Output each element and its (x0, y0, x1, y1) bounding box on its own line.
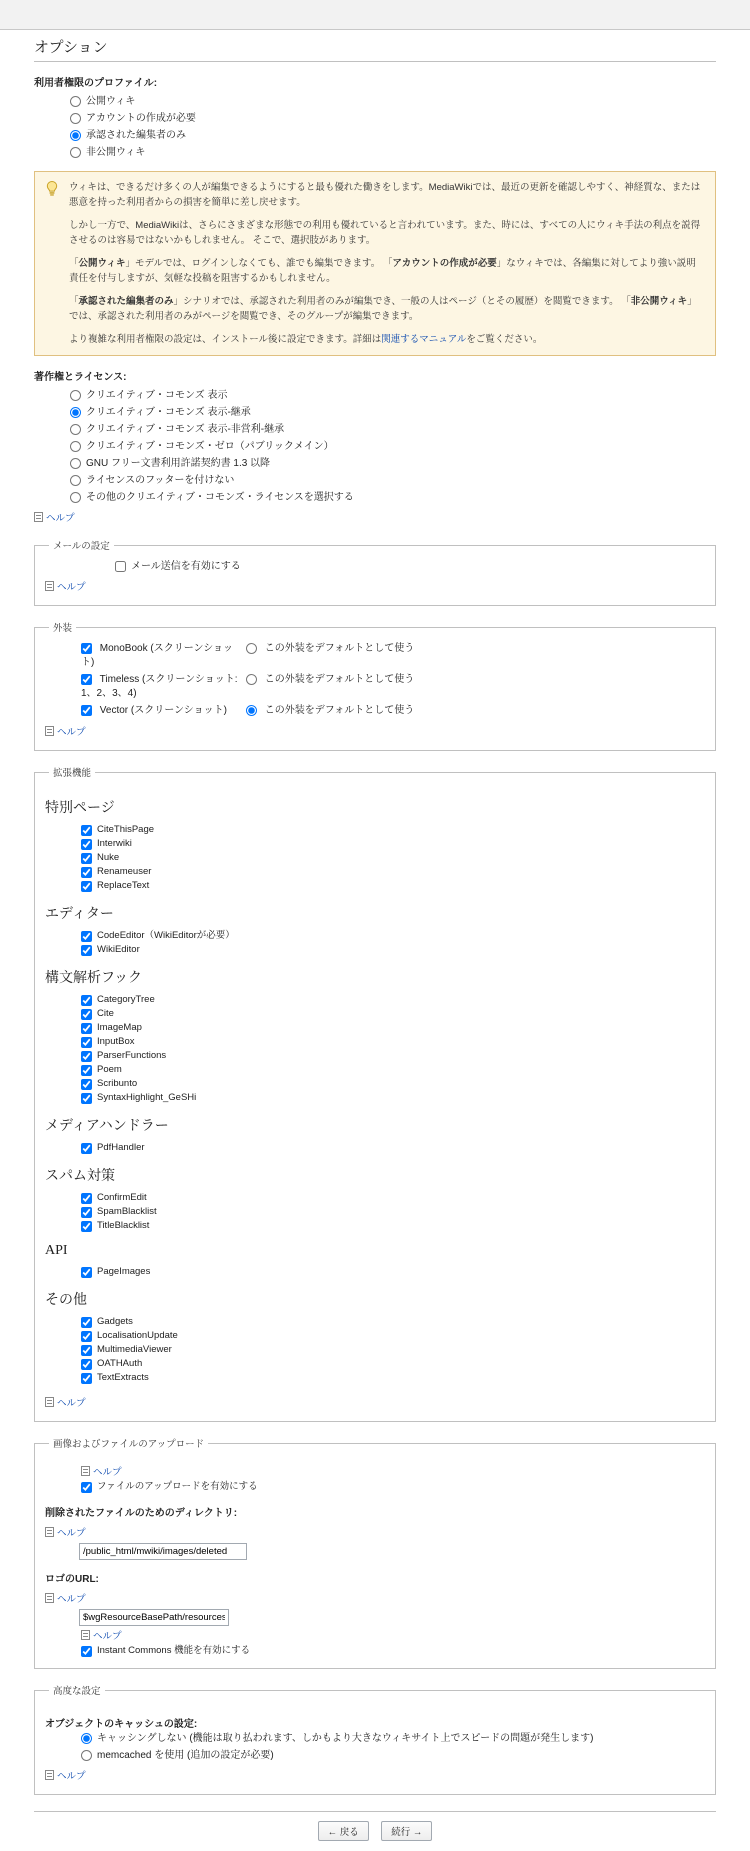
checkbox-ext-nuke[interactable] (81, 853, 92, 864)
ext-item-imagemap[interactable] (81, 1021, 705, 1035)
radio-default-skin-monobook[interactable] (246, 643, 257, 654)
ext-item-wikieditor[interactable] (81, 943, 705, 957)
checkbox-ext-parserfunctions[interactable] (81, 1051, 92, 1062)
ext-item-renameuser[interactable] (81, 865, 705, 879)
uploads-fieldset (34, 1436, 716, 1669)
logo-url-help-row[interactable] (45, 1591, 705, 1605)
radio-label-authorized-editors: 承認された編集者のみ (86, 130, 186, 141)
radio-label-cc-by-nc-sa: クリエイティブ・コモンズ 表示-非営利-継承 (86, 424, 285, 435)
info-notice (34, 171, 716, 356)
ext-label-wikieditor: WikiEditor (97, 944, 140, 955)
notice-paragraph-2: しかし一方で、MediaWikiは、さらにさまざまな形態での利用も優れていると言われています。また、時には、すべての人にウィキ手法の利点を説得させるのは容易ではないかもしれません。 そこで、選択肢があります。 (69, 220, 701, 246)
checkbox-skin-vector[interactable] (81, 705, 92, 716)
ext-label-spamblacklist: SpamBlacklist (97, 1206, 157, 1217)
ext-item-poem[interactable] (81, 1063, 705, 1077)
ext-item-scribunto[interactable] (81, 1077, 705, 1091)
ext-item-categorytree[interactable] (81, 993, 705, 1007)
radio-row-cc-by-nc-sa[interactable] (34, 423, 716, 436)
ext-item-replacetext[interactable] (81, 879, 705, 893)
notice-p3-bold-1: 公開ウィキ (78, 258, 126, 269)
manual-link[interactable]: 関連するマニュアル (381, 334, 467, 345)
ext-label-renameuser: Renameuser (97, 866, 152, 877)
checkbox-ext-scribunto[interactable] (81, 1079, 92, 1090)
ext-group-title-spam-prevention: スパム対策 (45, 1169, 115, 1184)
skins-help-row[interactable] (45, 724, 705, 738)
ext-label-scribunto: Scribunto (97, 1078, 138, 1089)
continue-button[interactable]: 続行 → (381, 1821, 432, 1841)
ext-item-parserfunctions[interactable] (81, 1049, 705, 1063)
ext-label-nuke: Nuke (97, 852, 120, 863)
checkbox-enable-email[interactable] (115, 561, 126, 572)
help-icon (45, 1593, 54, 1603)
back-button[interactable]: ← 戻る (318, 1821, 369, 1841)
logo-url-label: ロゴのURL: (45, 1574, 99, 1585)
ext-item-gadgets[interactable] (81, 1315, 705, 1329)
ext-label-pdfhandler: PdfHandler (97, 1142, 145, 1153)
ext-label-categorytree: CategoryTree (97, 994, 155, 1005)
ext-group-title-parser-hooks: 構文解析フック (45, 971, 143, 986)
notice-p4-bold-1: 承認された編集者のみ (78, 296, 174, 307)
radio-no-footer[interactable] (70, 475, 81, 486)
ext-group-title-special-pages: 特別ページ (45, 801, 115, 816)
radio-cc-zero[interactable] (70, 441, 81, 452)
radio-label-account-required: アカウントの作成が必要 (86, 113, 196, 124)
help-icon (45, 1770, 54, 1780)
radio-cc-by-nc-sa[interactable] (70, 424, 81, 435)
radio-row-no-footer[interactable] (34, 474, 716, 487)
instant-commons-help-link[interactable]: ヘルプ (93, 1631, 122, 1642)
uploads-help-row[interactable] (81, 1464, 705, 1478)
extensions-help-link[interactable]: ヘルプ (57, 1398, 86, 1409)
checkbox-ext-oathauth[interactable] (81, 1359, 92, 1370)
radio-label-cc-by-sa: クリエイティブ・コモンズ 表示-継承 (86, 407, 251, 418)
ext-item-textextracts[interactable] (81, 1371, 705, 1385)
radio-label-gfdl: GNU フリー文書利用許諾契約書 1.3 以降 (86, 458, 271, 469)
window-topbar (0, 0, 750, 30)
radio-default-skin-vector[interactable] (246, 705, 257, 716)
ext-label-multimediaviewer: MultimediaViewer (97, 1344, 172, 1355)
ext-label-pageimages: PageImages (97, 1266, 151, 1277)
radio-row-other-cc[interactable] (34, 491, 716, 504)
checkbox-label-instant-commons: Instant Commons 機能を有効にする (97, 1645, 251, 1656)
notice-p3-part-4: 」なウィキでは、各編集に対してより強い説明責任を付与しますが、気軽な投稿を阻害するかもしれません。 (69, 258, 696, 284)
notice-p3-bold-3: アカウントの作成が必要 (392, 258, 497, 269)
copyright-help-row[interactable] (34, 510, 716, 524)
radio-row-memcached[interactable] (45, 1749, 705, 1762)
advanced-help-link[interactable]: ヘルプ (57, 1771, 86, 1782)
email-help-row[interactable] (45, 579, 705, 593)
checkbox-ext-inputbox[interactable] (81, 1037, 92, 1048)
skin-label-monobook: MonoBook (スクリーンショット) (81, 643, 234, 668)
ext-item-multimediaviewer[interactable] (81, 1343, 705, 1357)
checkbox-ext-pdfhandler[interactable] (81, 1143, 92, 1154)
skin-row-timeless[interactable] (81, 673, 705, 701)
radio-memcached[interactable] (81, 1750, 92, 1761)
checkbox-row-enable-uploads[interactable] (81, 1480, 705, 1494)
object-cache-label: オブジェクトのキャッシュの設定: (45, 1719, 198, 1730)
ext-item-inputbox[interactable] (81, 1035, 705, 1049)
checkbox-ext-categorytree[interactable] (81, 995, 92, 1006)
radio-gfdl[interactable] (70, 458, 81, 469)
help-icon (34, 512, 43, 522)
ext-label-interwiki: Interwiki (97, 838, 132, 849)
checkbox-ext-imagemap[interactable] (81, 1023, 92, 1034)
skin-default-label-monobook: この外装をデフォルトとして使う (264, 643, 415, 654)
checkbox-ext-confirmedit[interactable] (81, 1193, 92, 1204)
ext-label-cite: Cite (97, 1008, 114, 1019)
skin-default-label-timeless: この外装をデフォルトとして使う (264, 674, 415, 685)
radio-label-no-caching: キャッシングしない (機能は取り払われます、しかもより大きなウィキサイト上でスピードの問題が発生します) (97, 1733, 594, 1744)
advanced-fieldset (34, 1683, 716, 1795)
ext-label-inputbox: InputBox (97, 1036, 135, 1047)
radio-label-public-wiki: 公開ウィキ (86, 96, 136, 107)
radio-label-cc-by: クリエイティブ・コモンズ 表示 (86, 390, 228, 401)
radio-default-skin-timeless[interactable] (246, 674, 257, 685)
page-title: オプション (34, 36, 716, 62)
ext-group-title-other: その他 (45, 1293, 87, 1308)
skins-grid (81, 642, 705, 718)
advanced-legend: 高度な設定 (53, 1686, 101, 1697)
ext-item-pageimages[interactable] (81, 1265, 705, 1279)
ext-item-codeeditor[interactable] (81, 929, 705, 943)
checkbox-ext-interwiki[interactable] (81, 839, 92, 850)
checkbox-ext-codeeditor[interactable] (81, 931, 92, 942)
ext-group-title-media-handler: メディアハンドラー (45, 1119, 169, 1134)
checkbox-ext-replacetext[interactable] (81, 881, 92, 892)
ext-item-syntaxhighlight[interactable] (81, 1091, 705, 1105)
skins-help-link[interactable]: ヘルプ (57, 727, 86, 738)
notice-p3-part-0: 「 (69, 258, 79, 269)
checkbox-ext-pageimages[interactable] (81, 1267, 92, 1278)
checkbox-ext-multimediaviewer[interactable] (81, 1345, 92, 1356)
notice-p4-part-4: 」では、承認された利用者のみがページを閲覧でき、そのグループが編集できます。 (69, 296, 697, 322)
ext-item-confirmedit[interactable] (81, 1191, 705, 1205)
checkbox-skin-monobook[interactable] (81, 643, 92, 654)
ext-label-citethispage: CiteThisPage (97, 824, 155, 835)
deleted-dir-input[interactable] (79, 1543, 247, 1560)
radio-private-wiki[interactable] (70, 147, 81, 158)
checkbox-ext-textextracts[interactable] (81, 1373, 92, 1384)
checkbox-ext-syntaxhighlight[interactable] (81, 1093, 92, 1104)
checkbox-row-enable-email[interactable] (115, 560, 705, 573)
radio-row-cc-by[interactable] (34, 389, 716, 402)
ext-item-localisationupdate[interactable] (81, 1329, 705, 1343)
checkbox-label-enable-email: メール送信を有効にする (131, 561, 241, 572)
ext-label-codeeditor: CodeEditor（WikiEditorが必要） (97, 930, 235, 941)
notice-paragraph-5 (69, 332, 705, 347)
ext-item-titleblacklist[interactable] (81, 1219, 705, 1233)
uploads-help-link[interactable]: ヘルプ (93, 1467, 122, 1478)
radio-label-other-cc: その他のクリエイティブ・コモンズ・ライセンスを選択する (86, 492, 354, 503)
radio-account-required[interactable] (70, 113, 81, 124)
help-icon (81, 1630, 90, 1640)
skin-label-vector: Vector (スクリーンショット) (99, 705, 227, 716)
ext-label-parserfunctions: ParserFunctions (97, 1050, 167, 1061)
user-rights-label: 利用者権限のプロファイル: (34, 78, 158, 89)
notice-p3-part-2: 」モデルでは、ログインしなくても、誰でも編集できます。 「 (125, 258, 393, 269)
copyright-help-link[interactable]: ヘルプ (46, 513, 75, 524)
radio-row-cc-zero[interactable] (34, 440, 716, 453)
checkbox-ext-renameuser[interactable] (81, 867, 92, 878)
instant-commons-help-row[interactable] (81, 1628, 705, 1642)
radio-label-private-wiki: 非公開ウィキ (86, 147, 146, 158)
deleted-dir-help-row[interactable] (45, 1525, 705, 1539)
ext-group-title-editor: エディター (45, 907, 114, 922)
help-icon (45, 581, 54, 591)
checkbox-ext-cite[interactable] (81, 1009, 92, 1020)
ext-label-textextracts: TextExtracts (97, 1372, 149, 1383)
radio-authorized-editors[interactable] (70, 130, 81, 141)
ext-label-replacetext: ReplaceText (97, 880, 150, 891)
ext-label-localisationupdate: LocalisationUpdate (97, 1330, 178, 1341)
ext-item-spamblacklist[interactable] (81, 1205, 705, 1219)
checkbox-ext-spamblacklist[interactable] (81, 1207, 92, 1218)
help-icon (45, 1527, 54, 1537)
email-settings-legend: メールの設定 (53, 541, 110, 552)
ext-label-imagemap: ImageMap (97, 1022, 142, 1033)
radio-row-authorized-editors[interactable] (34, 129, 716, 142)
notice-paragraph-3 (69, 256, 705, 286)
email-help-link[interactable]: ヘルプ (57, 582, 86, 593)
notice-p4-bold-3: 非公開ウィキ (630, 296, 688, 307)
ext-item-pdfhandler[interactable] (81, 1141, 705, 1155)
help-icon (81, 1466, 90, 1476)
checkbox-ext-gadgets[interactable] (81, 1317, 92, 1328)
notice-paragraph-4 (69, 294, 705, 324)
logo-url-help-link[interactable]: ヘルプ (57, 1594, 86, 1605)
checkbox-enable-uploads[interactable] (81, 1482, 92, 1493)
radio-row-private-wiki[interactable] (34, 146, 716, 159)
installer-content (0, 36, 750, 1841)
radio-label-memcached: memcached を使用 (追加の設定が必要) (97, 1750, 274, 1761)
notice-p4-part-2: 」シナリオでは、承認された利用者のみが編集でき、一般の人はページ（とその履歴）を閲覧できます。 「 (173, 296, 631, 307)
lightbulb-icon (43, 180, 61, 198)
radio-label-no-footer: ライセンスのフッターを付けない (86, 475, 235, 486)
logo-url-input[interactable] (79, 1609, 229, 1626)
skins-fieldset (34, 620, 716, 751)
ext-item-nuke[interactable] (81, 851, 705, 865)
checkbox-instant-commons[interactable] (81, 1646, 92, 1657)
radio-cc-by[interactable] (70, 390, 81, 401)
uploads-legend: 画像およびファイルのアップロード (53, 1439, 205, 1450)
radio-cc-by-sa[interactable] (70, 407, 81, 418)
ext-label-syntaxhighlight: SyntaxHighlight_GeSHi (97, 1092, 197, 1103)
extensions-fieldset (34, 765, 716, 1422)
radio-row-gfdl[interactable] (34, 457, 716, 470)
checkbox-ext-localisationupdate[interactable] (81, 1331, 92, 1342)
ext-item-interwiki[interactable] (81, 837, 705, 851)
ext-item-oathauth[interactable] (81, 1357, 705, 1371)
checkbox-skin-timeless[interactable] (81, 674, 92, 685)
radio-no-caching[interactable] (81, 1733, 92, 1744)
ext-label-confirmedit: ConfirmEdit (97, 1192, 147, 1203)
extensions-help-row[interactable] (45, 1395, 705, 1409)
ext-label-poem: Poem (97, 1064, 122, 1075)
ext-group-title-api: API (45, 1243, 68, 1258)
ext-item-citethispage[interactable] (81, 823, 705, 837)
radio-label-cc-zero: クリエイティブ・コモンズ・ゼロ（パブリックメイン） (86, 441, 334, 452)
ext-label-oathauth: OATHAuth (97, 1358, 143, 1369)
email-settings-fieldset (34, 538, 716, 606)
notice-paragraph-1: ウィキは、できるだけ多くの人が編集できるようにすると最も優れた働きをします。MediaWikiでは、最近の更新を確認しやすく、神経質な、または悪意を持った利用者からの損害を簡単に差し戻せます。 (69, 182, 701, 208)
help-icon (45, 1397, 54, 1407)
advanced-help-row[interactable] (45, 1768, 705, 1782)
radio-public-wiki[interactable] (70, 96, 81, 107)
skin-label-timeless: Timeless (スクリーンショット: 1、2、3、4) (81, 674, 238, 699)
skin-row-monobook[interactable] (81, 642, 705, 670)
copyright-label: 著作権とライセンス: (34, 372, 127, 383)
checkbox-ext-citethispage[interactable] (81, 825, 92, 836)
skins-legend: 外装 (53, 623, 73, 634)
skin-row-vector[interactable] (81, 704, 705, 718)
copyright-radio-group (34, 389, 716, 504)
help-icon (45, 726, 54, 736)
radio-row-no-caching[interactable] (45, 1732, 705, 1745)
extensions-legend: 拡張機能 (53, 768, 92, 779)
installer-footer (34, 1811, 716, 1841)
user-rights-radio-group (34, 95, 716, 159)
notice-p5-part-0: より複雑な利用者権限の設定は、インストール後に設定できます。詳細は (69, 334, 382, 345)
ext-label-titleblacklist: TitleBlacklist (97, 1220, 150, 1231)
ext-item-cite[interactable] (81, 1007, 705, 1021)
checkbox-ext-poem[interactable] (81, 1065, 92, 1076)
radio-row-cc-by-sa[interactable] (34, 406, 716, 419)
checkbox-label-enable-uploads: ファイルのアップロードを有効にする (97, 1481, 258, 1492)
checkbox-row-instant-commons[interactable] (81, 1644, 705, 1658)
skin-default-label-vector: この外装をデフォルトとして使う (264, 705, 415, 716)
checkbox-ext-wikieditor[interactable] (81, 945, 92, 956)
deleted-dir-help-link[interactable]: ヘルプ (57, 1528, 86, 1539)
radio-other-cc[interactable] (70, 492, 81, 503)
radio-row-account-required[interactable] (34, 112, 716, 125)
radio-row-public-wiki[interactable] (34, 95, 716, 108)
notice-p4-part-0: 「 (69, 296, 79, 307)
notice-p5-part-2: をご覧ください。 (466, 334, 543, 345)
ext-label-gadgets: Gadgets (97, 1316, 133, 1327)
checkbox-ext-titleblacklist[interactable] (81, 1221, 92, 1232)
deleted-dir-label: 削除されたファイルのためのディレクトリ: (45, 1508, 238, 1519)
